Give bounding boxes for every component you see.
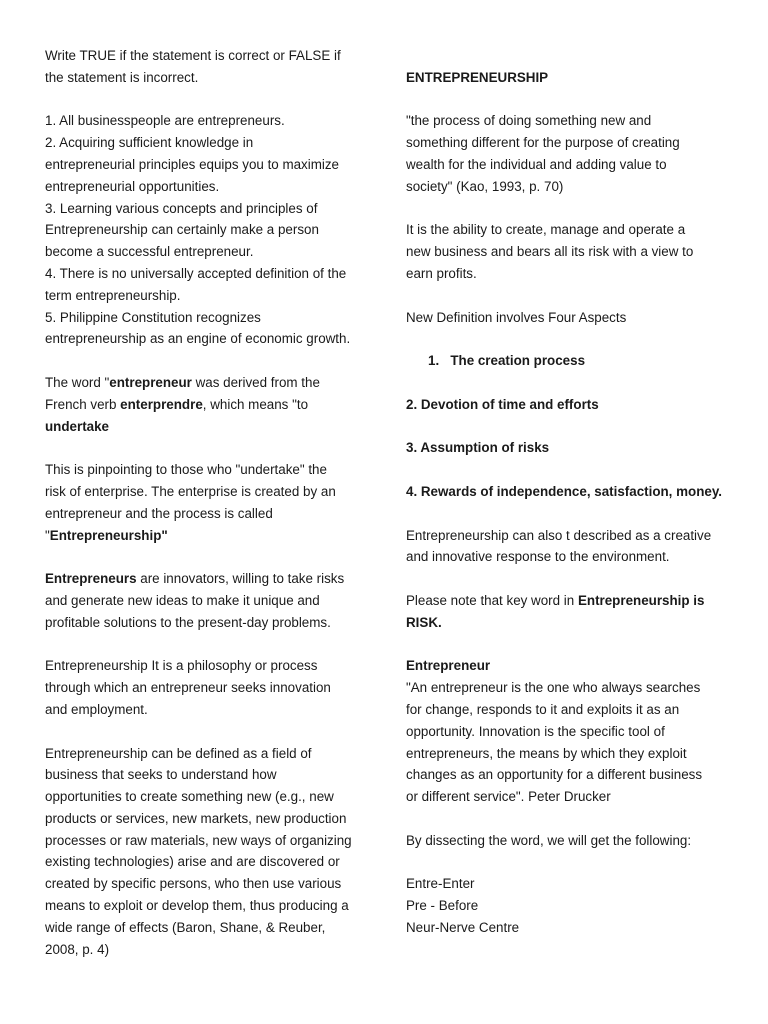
paragraph-line: and employment. — [45, 701, 148, 717]
paragraph-line: existing technologies) arise and are discovered or — [45, 854, 340, 870]
paragraph-line: opportunities to create something new (e.g., new — [45, 789, 334, 805]
paragraph-line: "the process of doing something new and — [406, 113, 652, 129]
instruction-paragraph — [45, 45, 370, 89]
paragraph-line: It is the ability to create, manage and operate a — [406, 222, 686, 238]
text-run: , which means "to — [202, 396, 309, 412]
paragraph-line: Entrepreneurship It is a philosophy or process — [45, 658, 318, 674]
dissection-item: Entre-Enter — [406, 876, 475, 892]
paragraph-line: changes as an opportunity for a different business — [406, 767, 703, 783]
innovators-paragraph — [45, 568, 370, 633]
paragraph-line: and generate new ideas to make it unique and — [45, 592, 320, 608]
paragraph-line: wide range of effects (Baron, Shane, & Reuber, — [45, 919, 326, 935]
aspect-item: 1. The creation process — [428, 353, 586, 369]
statement-line: 1. All businesspeople are entrepreneurs. — [45, 113, 285, 129]
aspects-intro: New Definition involves Four Aspects — [406, 309, 627, 325]
statement-line: 4. There is no universally accepted definition of the — [45, 265, 347, 281]
dissection-item: Neur-Nerve Centre — [406, 919, 520, 935]
paragraph-line: This is pinpointing to those who "undertake" the — [45, 462, 327, 478]
paragraph-line: and innovative response to the environment. — [406, 549, 670, 565]
text-run: The word " — [45, 374, 110, 390]
paragraph-line: entrepreneurs, the means by which they exploit — [406, 745, 687, 761]
section-heading: ENTREPRENEURSHIP — [406, 69, 549, 85]
paragraph-line: 2008, p. 4) — [45, 941, 110, 957]
statement-line: Entrepreneurship can certainly make a person — [45, 222, 319, 238]
kao-quote-paragraph — [406, 110, 736, 197]
paragraph-line: Entrepreneurship can be defined as a field of — [45, 745, 312, 761]
statement-line: entrepreneurial principles equips you to maximize — [45, 156, 339, 172]
drucker-quote-paragraph — [406, 677, 736, 808]
statement-line: become a successful entrepreneur. — [45, 244, 254, 260]
paragraph-line: for change, responds to it and exploits it as an — [406, 701, 680, 717]
paragraph-line: products or services, new markets, new production — [45, 810, 347, 826]
paragraph-line: processes or raw materials, new ways of organizing — [45, 832, 352, 848]
philosophy-paragraph — [45, 655, 370, 720]
bold-term: Entrepreneurship" — [49, 527, 168, 543]
paragraph-line: something different for the purpose of creating — [406, 135, 680, 151]
field-definition-paragraph — [45, 743, 370, 961]
paragraph-line: new business and bears all its risk with a view to — [406, 244, 694, 260]
bold-term: Entrepreneurs — [45, 571, 137, 587]
statement-line: term entrepreneurship. — [45, 287, 181, 303]
text-run: are innovators, willing to take risks — [136, 571, 345, 587]
paragraph-line: "An entrepreneur is the one who always searches — [406, 680, 701, 696]
pinpointing-paragraph — [45, 459, 370, 546]
paragraph-line: entrepreneur and the process is called — [45, 505, 273, 521]
text-run: " — [45, 527, 50, 543]
paragraph-line: risk of enterprise. The enterprise is created by an — [45, 483, 336, 499]
bold-term: entrepreneur — [109, 374, 192, 390]
statement-list — [45, 110, 370, 350]
bold-term: enterprendre — [120, 396, 203, 412]
paragraph-line: through which an entrepreneur seeks innovation — [45, 680, 331, 696]
bold-term: RISK. — [406, 614, 442, 630]
paragraph-line: earn profits. — [406, 265, 477, 281]
ability-paragraph — [406, 219, 736, 284]
statement-line: 5. Philippine Constitution recognizes — [45, 309, 261, 325]
paragraph-line: created by specific persons, who then use various — [45, 876, 342, 892]
instruction-line: the statement is incorrect. — [45, 69, 199, 85]
bold-term: undertake — [45, 418, 109, 434]
aspect-item: 2. Devotion of time and efforts — [406, 396, 599, 412]
dissect-intro: By dissecting the word, we will get the following: — [406, 832, 692, 848]
text-run: was derived from the — [191, 374, 320, 390]
statement-line: entrepreneurship as an engine of economic growth. — [45, 331, 351, 347]
paragraph-line: or different service". Peter Drucker — [406, 789, 611, 805]
dissection-item: Pre - Before — [406, 898, 479, 914]
paragraph-line: profitable solutions to the present-day problems. — [45, 614, 331, 630]
creative-paragraph — [406, 525, 736, 569]
left-column — [45, 45, 370, 960]
paragraph-line: society" (Kao, 1993, p. 70) — [406, 178, 564, 194]
keyword-paragraph — [406, 590, 736, 634]
aspect-item: 3. Assumption of risks — [406, 440, 550, 456]
paragraph-line: Entrepreneurship can also t described as a creative — [406, 527, 712, 543]
aspect-item: 4. Rewards of independence, satisfaction, money. — [406, 483, 723, 499]
text-run: Please note that key word in — [406, 592, 578, 608]
paragraph-line: means to exploit or develop them, thus producing a — [45, 898, 349, 914]
bold-term: Entrepreneurship is — [577, 592, 705, 608]
statement-line: 3. Learning various concepts and principles of — [45, 200, 318, 216]
entrepreneur-heading: Entrepreneur — [406, 658, 491, 674]
instruction-line: Write TRUE if the statement is correct or FALSE if — [45, 48, 341, 63]
text-run: French verb — [45, 396, 121, 412]
statement-line: entrepreneurial opportunities. — [45, 178, 220, 194]
paragraph-line: opportunity. Innovation is the specific tool of — [406, 723, 665, 739]
word-origin-paragraph — [45, 372, 370, 437]
right-column — [406, 45, 736, 939]
dissection-list — [406, 873, 736, 938]
paragraph-line: wealth for the individual and adding value to — [406, 156, 667, 172]
statement-line: 2. Acquiring sufficient knowledge in — [45, 135, 254, 151]
paragraph-line: business that seeks to understand how — [45, 767, 277, 783]
